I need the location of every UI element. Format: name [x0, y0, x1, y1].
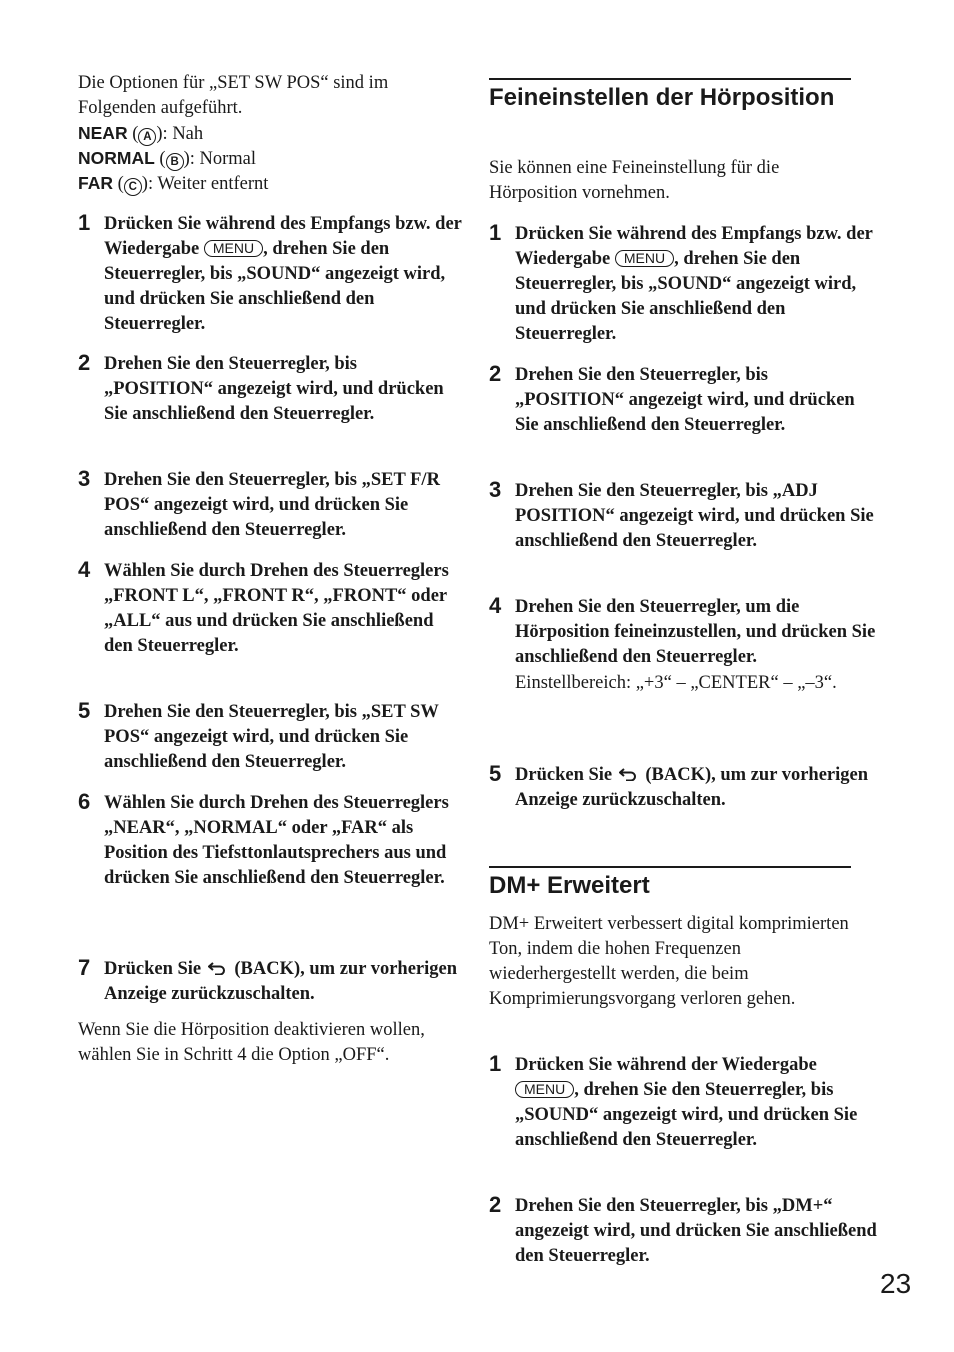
section-rule [489, 78, 851, 80]
outro-note: Wenn Sie die Hörposition deaktivieren wollen, wählen Sie in Schritt 4 die Option „OFF“. [78, 1020, 425, 1065]
circle-letter-icon: C [124, 178, 142, 196]
back-arrow-icon [619, 767, 639, 781]
circle-letter-icon: A [138, 128, 156, 146]
step-4: 4 Drehen Sie den Steuerregler, um die Hörposition feineinzustellen, und drücken Sie anschließend den Steuerregler. Einstellbereich: „+3“ – „CENTER“ – „–3“. [489, 595, 877, 696]
step-2: 2 Drehen Sie den Steuerregler, bis „POSITION“ angezeigt wird, und drücken Sie anschließend den Steuerregler. [489, 361, 855, 435]
section-intro: DM+ Erweitert verbessert digital komprimierten Ton, indem die hohen Frequenzen wiederhergestellt werden, die beim Komprimierungsvorgang verloren gehen. [489, 914, 849, 1009]
menu-button-icon: MENU [204, 240, 263, 257]
step-3: 3 Drehen Sie den Steuerregler, bis „ADJ POSITION“ angezeigt wird, und drücken Sie anschließend den Steuerregler. [489, 477, 874, 551]
section-rule [489, 866, 851, 868]
step-number: 1 [489, 1051, 502, 1076]
step-2: 2 Drehen Sie den Steuerregler, bis „POSITION“ angezeigt wird, und drücken Sie anschließend den Steuerregler. [78, 350, 444, 424]
option-normal: NORMAL ( B ): Normal [78, 148, 257, 169]
step-2: 2 Drehen Sie den Steuerregler, bis „DM+“ angezeigt wird, und drücken Sie anschließend den Steuerregler. [489, 1192, 877, 1266]
step-number: 4 [78, 557, 91, 582]
menu-button-icon: MENU [515, 1081, 574, 1098]
step-number: 5 [78, 698, 91, 723]
step-number: 2 [78, 350, 91, 375]
step-number: 7 [78, 955, 91, 980]
step-number: 2 [489, 1192, 502, 1217]
step-5: 5 Drücken Sie (BACK), um zur vorherigen Anzeige zurückzuschalten. [489, 761, 869, 810]
page-number: 23 [880, 1268, 912, 1299]
step-1: 1 Drücken Sie während des Empfangs bzw. der Wiedergabe MENU , drehen Sie den Steuerregler, bis „SOUND“ angezeigt wird, und drücken Sie anschließend den Steuerregler. [489, 220, 873, 344]
option-near: NEAR ( A ): Nah [78, 123, 204, 144]
step-number: 3 [78, 466, 91, 491]
step-3: 3 Drehen Sie den Steuerregler, bis „SET F/R POS“ angezeigt wird, und drücken Sie anschließend den Steuerregler. [78, 466, 440, 540]
back-arrow-icon [208, 961, 228, 975]
step-1: 1 Drücken Sie während des Empfangs bzw. der Wiedergabe MENU , drehen Sie den Steuerregler, bis „SOUND“ angezeigt wird, und drücken Sie anschließend den Steuerregler. [78, 210, 462, 334]
option-key: FAR [78, 173, 113, 193]
step-number: 1 [489, 220, 502, 245]
step-7: 7 Drücken Sie (BACK), um zur vorherigen Anzeige zurückzuschalten. [78, 955, 458, 1004]
step-number: 2 [489, 361, 502, 386]
option-key: NORMAL [78, 148, 155, 168]
step-6: 6 Wählen Sie durch Drehen des Steuerreglers „NEAR“, „NORMAL“ oder „FAR“ als Position des Tiefsttonlautsprechers aus und drücken Sie anschließend den Steuerregler. [78, 789, 449, 888]
step-number: 4 [489, 593, 502, 618]
step-number: 3 [489, 477, 502, 502]
step-note: Einstellbereich: „+3“ – „CENTER“ – „–3“. [515, 673, 837, 693]
section-heading: DM+ Erweitert [489, 872, 650, 899]
option-key: NEAR [78, 123, 128, 143]
step-4: 4 Wählen Sie durch Drehen des Steuerreglers „FRONT L“, „FRONT R“, „FRONT“ oder „ALL“ aus und drücken Sie anschließend den Steuerregler. [78, 557, 449, 656]
section-intro: Sie können eine Feineinstellung für die Hörposition vornehmen. [489, 158, 780, 203]
step-number: 5 [489, 761, 502, 786]
option-far: FAR ( C ): Weiter entfernt [78, 173, 269, 194]
options-intro: Die Optionen für „SET SW POS“ sind im Folgenden aufgeführt. [78, 73, 389, 118]
menu-button-icon: MENU [615, 250, 674, 267]
step-number: 6 [78, 789, 91, 814]
step-5: 5 Drehen Sie den Steuerregler, bis „SET SW POS“ angezeigt wird, und drücken Sie anschließend den Steuerregler. [78, 698, 439, 772]
step-number: 1 [78, 210, 91, 235]
section-heading: Feineinstellen der Hörposition [489, 84, 835, 111]
circle-letter-icon: B [166, 153, 184, 171]
step-1: 1 Drücken Sie während der Wiedergabe MENU , drehen Sie den Steuerregler, bis „SOUND“ angezeigt wird, und drücken Sie anschließend den Steuerregler. [489, 1051, 858, 1150]
